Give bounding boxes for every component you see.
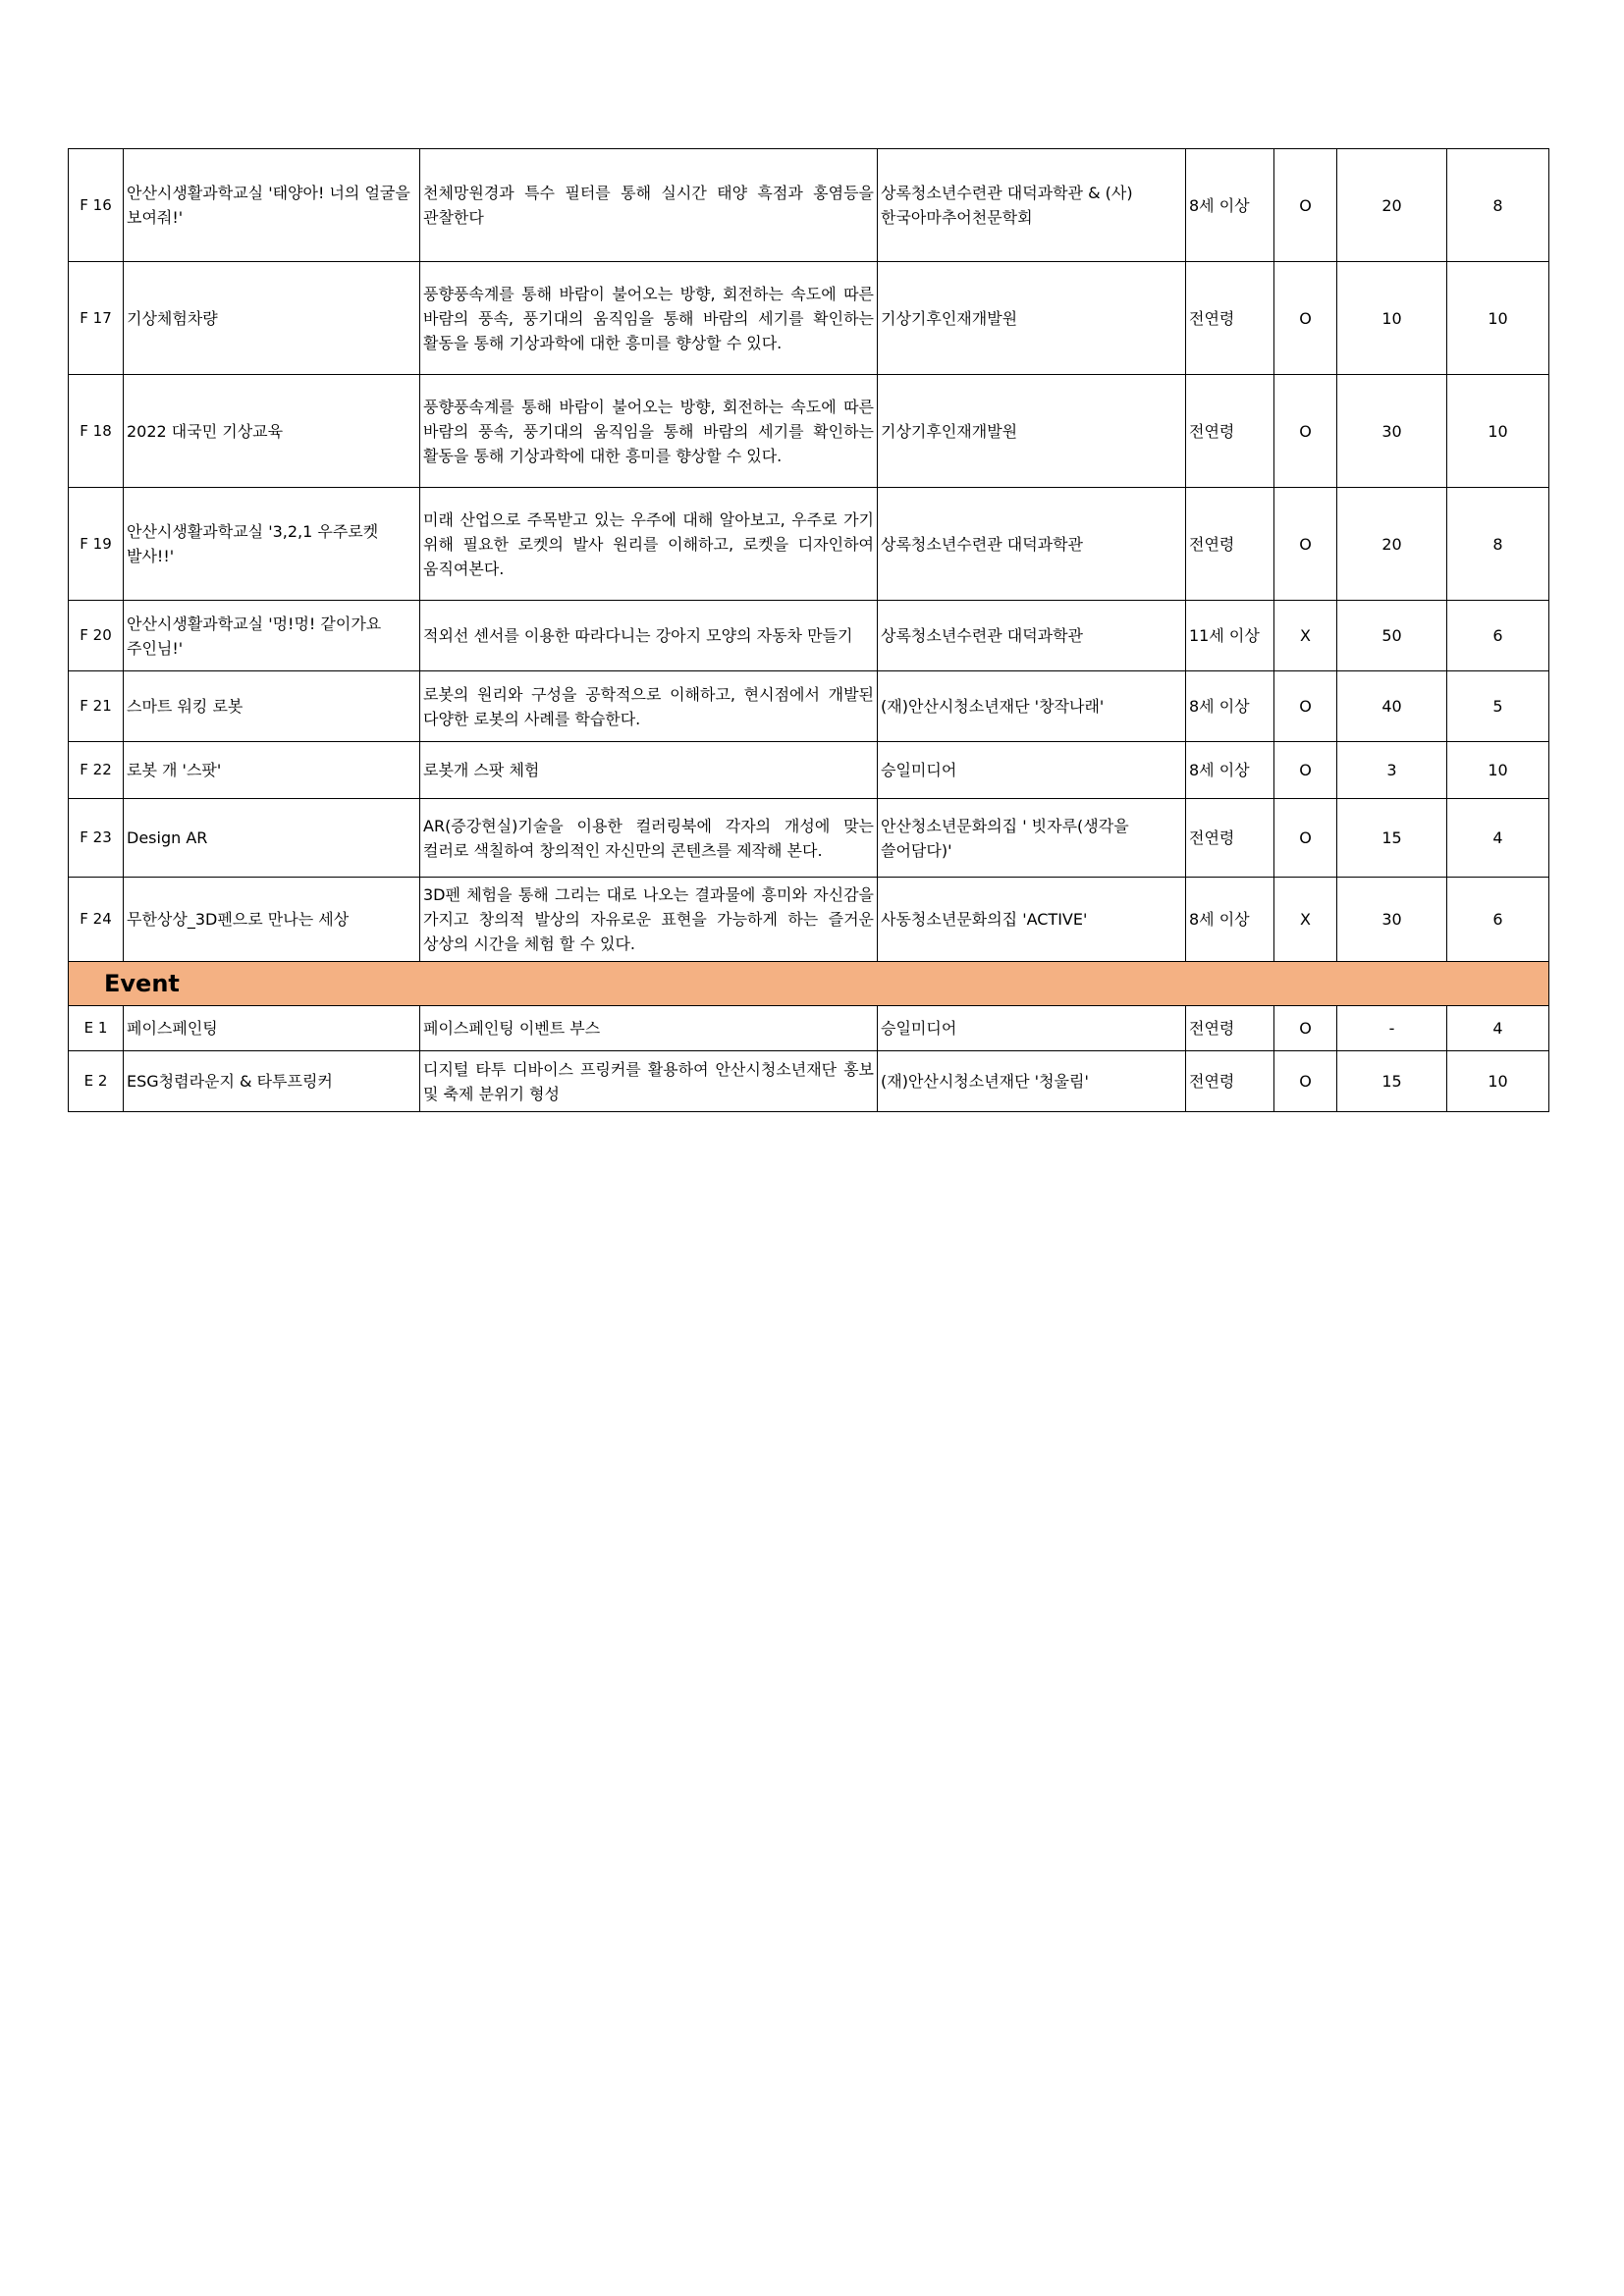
row-organizer: (재)안산시청소년재단 '창작나래' [878,671,1186,742]
row-age: 8세 이상 [1186,671,1274,742]
row-capacity: 50 [1337,601,1447,671]
row-organizer: 상록청소년수련관 대덕과학관 [878,601,1186,671]
row-description: AR(증강현실)기술을 이용한 컬러링북에 각자의 개성에 맞는 컬러로 색칠하여 창의적인 자신만의 콘텐츠를 제작해 본다. [420,799,878,878]
table-row [69,149,1549,262]
row-flag: O [1274,1051,1337,1112]
row-code: F 20 [69,601,124,671]
section-title-event: Event [69,962,1549,1006]
row-age: 8세 이상 [1186,742,1274,799]
row-count: 6 [1447,878,1549,962]
row-age: 전연령 [1186,799,1274,878]
row-description: 로봇개 스팟 체험 [420,742,878,799]
row-capacity: 10 [1337,262,1447,375]
row-capacity: 30 [1337,878,1447,962]
row-title: Design AR [124,799,420,878]
row-count: 10 [1447,375,1549,488]
row-organizer: 기상기후인재개발원 [878,375,1186,488]
row-description: 로봇의 원리와 구성을 공학적으로 이해하고, 현시점에서 개발된 다양한 로봇의 사례를 학습한다. [420,671,878,742]
table-row [69,601,1549,671]
row-flag: O [1274,262,1337,375]
table-row [69,1006,1549,1051]
row-age: 전연령 [1186,1006,1274,1051]
row-code: F 24 [69,878,124,962]
row-title: ESG청렴라운지 & 타투프링커 [124,1051,420,1112]
row-organizer: 안산청소년문화의집 ' 빗자루(생각을 쓸어담다)' [878,799,1186,878]
row-age: 전연령 [1186,375,1274,488]
row-capacity: 15 [1337,1051,1447,1112]
row-title: 2022 대국민 기상교육 [124,375,420,488]
row-capacity: 40 [1337,671,1447,742]
row-count: 10 [1447,262,1549,375]
row-title: 로봇 개 '스팟' [124,742,420,799]
row-capacity: 3 [1337,742,1447,799]
row-description: 풍향풍속계를 통해 바람이 불어오는 방향, 회전하는 속도에 따른 바람의 풍속, 풍기대의 움직임을 통해 바람의 세기를 확인하는 활동을 통해 기상과학에 대한 흥미를 향상할 수 있다. [420,262,878,375]
row-code: E 2 [69,1051,124,1112]
row-flag: O [1274,742,1337,799]
row-age: 11세 이상 [1186,601,1274,671]
row-flag: O [1274,1006,1337,1051]
table-row [69,1051,1549,1112]
row-count: 4 [1447,799,1549,878]
table-row [69,671,1549,742]
row-code: F 22 [69,742,124,799]
row-code: F 18 [69,375,124,488]
row-flag: O [1274,799,1337,878]
table-row [69,488,1549,601]
row-code: F 17 [69,262,124,375]
row-code: F 23 [69,799,124,878]
row-age: 전연령 [1186,1051,1274,1112]
table-row [69,878,1549,962]
row-count: 6 [1447,601,1549,671]
row-organizer: 상록청소년수련관 대덕과학관 [878,488,1186,601]
row-title: 기상체험차량 [124,262,420,375]
row-description: 풍향풍속계를 통해 바람이 불어오는 방향, 회전하는 속도에 따른 바람의 풍속, 풍기대의 움직임을 통해 바람의 세기를 확인하는 활동을 통해 기상과학에 대한 흥미를 향상할 수 있다. [420,375,878,488]
row-organizer: 상록청소년수련관 대덕과학관 & (사)한국아마추어천문학회 [878,149,1186,262]
row-count: 8 [1447,488,1549,601]
row-flag: O [1274,671,1337,742]
row-organizer: (재)안산시청소년재단 '청울림' [878,1051,1186,1112]
row-age: 전연령 [1186,262,1274,375]
row-organizer: 승일미디어 [878,1006,1186,1051]
row-flag: X [1274,601,1337,671]
row-flag: O [1274,375,1337,488]
section-row-event [69,962,1549,1006]
row-count: 8 [1447,149,1549,262]
table-row [69,262,1549,375]
row-count: 4 [1447,1006,1549,1051]
row-capacity: - [1337,1006,1447,1051]
row-code: E 1 [69,1006,124,1051]
row-capacity: 20 [1337,488,1447,601]
row-title: 안산시생활과학교실 '3,2,1 우주로켓 발사!!' [124,488,420,601]
row-flag: O [1274,488,1337,601]
row-capacity: 30 [1337,375,1447,488]
row-title: 안산시생활과학교실 '멍!멍! 같이가요 주인님!' [124,601,420,671]
row-description: 디지털 타투 디바이스 프링커를 활용하여 안산시청소년재단 홍보 및 축제 분위기 형성 [420,1051,878,1112]
table-row [69,742,1549,799]
row-title: 안산시생활과학교실 '태양아! 너의 얼굴을 보여줘!' [124,149,420,262]
table-row [69,375,1549,488]
row-flag: O [1274,149,1337,262]
row-capacity: 20 [1337,149,1447,262]
row-title: 페이스페인팅 [124,1006,420,1051]
row-code: F 21 [69,671,124,742]
row-description: 천체망원경과 특수 필터를 통해 실시간 태양 흑점과 홍염등을 관찰한다 [420,149,878,262]
row-flag: X [1274,878,1337,962]
row-age: 8세 이상 [1186,149,1274,262]
row-organizer: 기상기후인재개발원 [878,262,1186,375]
row-description: 미래 산업으로 주목받고 있는 우주에 대해 알아보고, 우주로 가기 위해 필요한 로켓의 발사 원리를 이해하고, 로켓을 디자인하여 움직여본다. [420,488,878,601]
table-row [69,799,1549,878]
row-count: 5 [1447,671,1549,742]
row-capacity: 15 [1337,799,1447,878]
row-code: F 19 [69,488,124,601]
row-count: 10 [1447,742,1549,799]
row-title: 무한상상_3D펜으로 만나는 세상 [124,878,420,962]
row-age: 전연령 [1186,488,1274,601]
row-organizer: 승일미디어 [878,742,1186,799]
row-age: 8세 이상 [1186,878,1274,962]
row-description: 적외선 센서를 이용한 따라다니는 강아지 모양의 자동차 만들기 [420,601,878,671]
program-table [68,148,1549,1112]
row-code: F 16 [69,149,124,262]
row-description: 페이스페인팅 이벤트 부스 [420,1006,878,1051]
row-organizer: 사동청소년문화의집 'ACTIVE' [878,878,1186,962]
row-title: 스마트 워킹 로봇 [124,671,420,742]
row-description: 3D펜 체험을 통해 그리는 대로 나오는 결과물에 흥미와 자신감을 가지고 창의적 발상의 자유로운 표현을 가능하게 하는 즐거운 상상의 시간을 체험 할 수 있다. [420,878,878,962]
row-count: 10 [1447,1051,1549,1112]
